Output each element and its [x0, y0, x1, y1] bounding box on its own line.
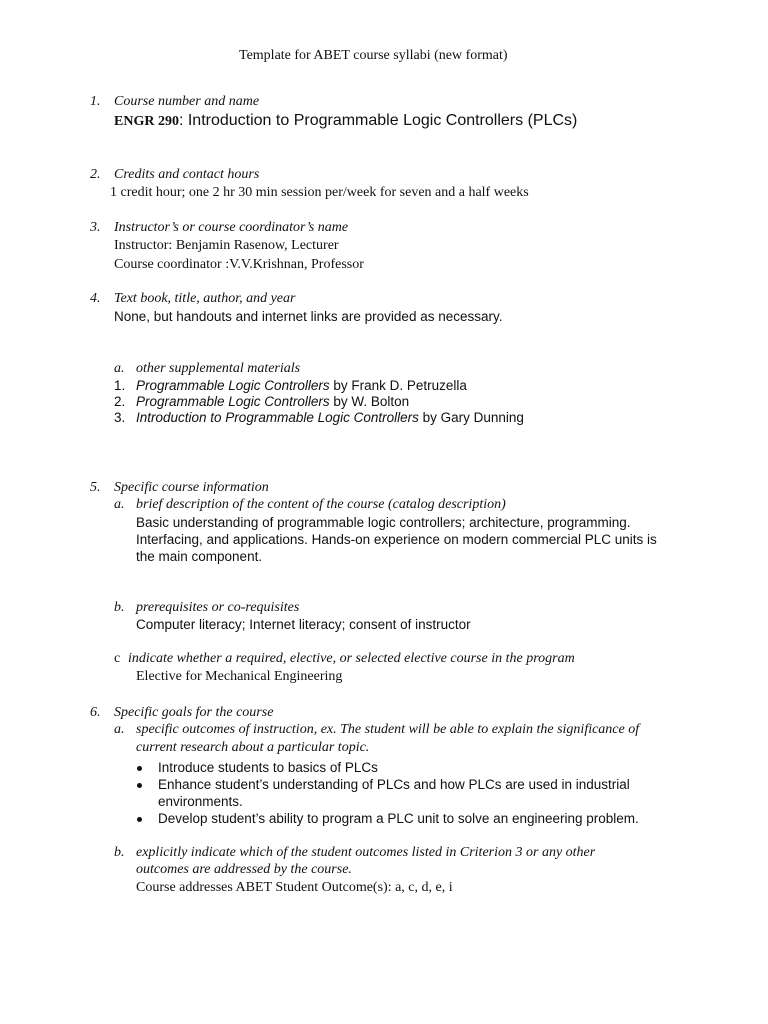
- bullet-icon: [137, 783, 142, 788]
- catalog-description-line: the main component.: [136, 549, 263, 564]
- subsection-6b-heading-line: outcomes are addressed by the course.: [136, 862, 352, 877]
- course-code: ENGR 290: [114, 114, 179, 129]
- section-2-number: 2.: [90, 167, 101, 182]
- credits-text: 1 credit hour; one 2 hr 30 min session per/week for seven and a half weeks: [110, 185, 529, 200]
- subsection-4a-label: a.: [114, 361, 125, 376]
- catalog-description-line: Interfacing, and applications. Hands-on experience on modern commercial PLC units is: [136, 532, 657, 547]
- book-title: Programmable Logic Controllers: [136, 378, 330, 393]
- bullet-icon: [137, 817, 142, 822]
- book-title: Introduction to Programmable Logic Controllers: [136, 410, 419, 425]
- elective-text: Elective for Mechanical Engineering: [136, 669, 343, 684]
- subsection-5c-label: c: [114, 651, 121, 666]
- book-number: 3.: [114, 410, 126, 425]
- book-item: [114, 378, 125, 393]
- book-item: [114, 410, 125, 425]
- section-6-heading: Specific goals for the course: [114, 705, 274, 720]
- subsection-6a-heading-line: specific outcomes of instruction, ex. The student will be able to explain the significance of: [136, 722, 640, 737]
- book-number: 2.: [114, 394, 126, 409]
- goal-item: Introduce students to basics of PLCs: [158, 760, 378, 775]
- subsection-5b-label: b.: [114, 600, 125, 615]
- student-outcomes-text: Course addresses ABET Student Outcome(s): a, c, d, e, i: [136, 880, 453, 895]
- section-1-number: 1.: [90, 94, 101, 109]
- section-5-heading: Specific course information: [114, 480, 269, 495]
- subsection-6a-label: a.: [114, 722, 125, 737]
- book-author: by Frank D. Petruzella: [329, 378, 467, 393]
- section-4-heading: Text book, title, author, and year: [114, 291, 296, 306]
- subsection-5b-heading: prerequisites or co-requisites: [136, 600, 300, 615]
- course-name: : Introduction to Programmable Logic Controllers (PLCs): [178, 112, 578, 129]
- book-author: by W. Bolton: [329, 394, 410, 409]
- book-item: [114, 394, 125, 409]
- section-1-heading: Course number and name: [114, 94, 260, 109]
- book-item: [136, 378, 467, 393]
- section-3-number: 3.: [90, 220, 101, 235]
- section-6-number: 6.: [90, 705, 101, 720]
- document-title: Template for ABET course syllabi (new format): [239, 48, 508, 63]
- coordinator-line: Course coordinator :V.V.Krishnan, Professor: [114, 257, 364, 272]
- book-item: [136, 410, 524, 425]
- goal-item: Enhance student’s understanding of PLCs and how PLCs are used in industrial: [158, 777, 630, 792]
- book-title: Programmable Logic Controllers: [136, 394, 330, 409]
- textbook-text: None, but handouts and internet links are provided as necessary.: [114, 309, 503, 324]
- subsection-6a-heading-line: current research about a particular topic.: [136, 740, 370, 755]
- instructor-line: Instructor: Benjamin Rasenow, Lecturer: [114, 238, 339, 253]
- goal-item-continuation: environments.: [158, 794, 243, 809]
- course-number-and-name: [114, 112, 577, 130]
- catalog-description-line: Basic understanding of programmable logic controllers; architecture, programming.: [136, 515, 631, 530]
- subsection-6b-label: b.: [114, 845, 125, 860]
- book-author: by Gary Dunning: [418, 410, 524, 425]
- book-number: 1.: [114, 378, 126, 393]
- prerequisites-text: Computer literacy; Internet literacy; consent of instructor: [136, 617, 471, 632]
- subsection-6b-heading-line: explicitly indicate which of the student outcomes listed in Criterion 3 or any other: [136, 845, 596, 860]
- section-2-heading: Credits and contact hours: [114, 167, 260, 182]
- section-5-number: 5.: [90, 480, 101, 495]
- subsection-5c-heading: indicate whether a required, elective, or selected elective course in the program: [128, 651, 575, 666]
- bullet-icon: [137, 766, 142, 771]
- goal-item: Develop student’s ability to program a PLC unit to solve an engineering problem.: [158, 811, 639, 826]
- book-item: [136, 394, 409, 409]
- section-4-number: 4.: [90, 291, 101, 306]
- section-3-heading: Instructor’s or course coordinator’s name: [114, 220, 349, 235]
- subsection-4a-heading: other supplemental materials: [136, 361, 301, 376]
- subsection-5a-heading: brief description of the content of the course (catalog description): [136, 497, 506, 512]
- subsection-5a-label: a.: [114, 497, 125, 512]
